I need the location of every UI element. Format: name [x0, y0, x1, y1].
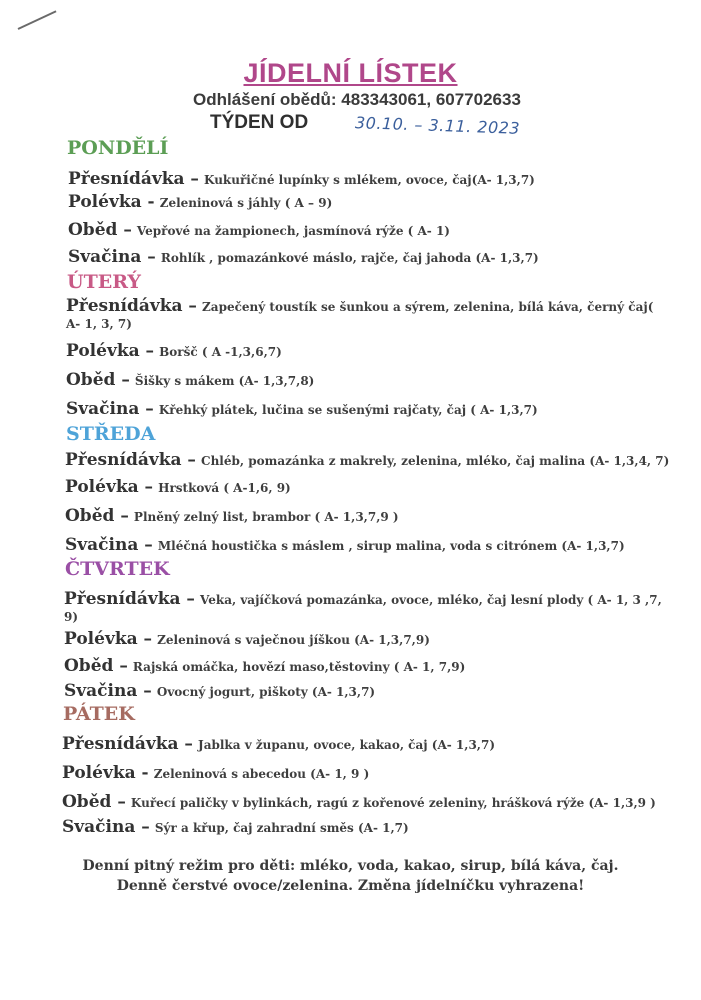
meal-description: Jablka v županu, ovoce, kakao, čaj (A- 1,3,7) [198, 738, 496, 752]
meal-label: Polévka - [68, 192, 155, 212]
day-heading-utery: ÚTERÝ [67, 271, 141, 293]
week-dates-handwritten: 30.10. – 3.11. 2023 [354, 113, 521, 138]
meal-description: Ovocný jogurt, piškoty (A- 1,3,7) [156, 685, 376, 699]
meal-row [64, 681, 375, 701]
meal-row [68, 192, 332, 212]
meal-row [65, 535, 625, 555]
meal-label: Svačina – [62, 817, 150, 837]
meal-label: Svačina – [66, 399, 154, 419]
meal-row [66, 370, 314, 390]
meal-label: Oběd – [62, 792, 126, 812]
meal-description: Boršč ( A -1,3,6,7) [159, 345, 282, 359]
meal-row [62, 763, 369, 783]
meal-label: Svačina – [65, 535, 153, 555]
scan-mark [18, 10, 57, 30]
meal-label: Svačina – [68, 247, 156, 267]
meal-row [66, 399, 538, 419]
meal-row [68, 220, 450, 240]
meal-description: Rohlík , pomazánkové máslo, rajče, čaj jahoda (A- 1,3,7) [160, 251, 539, 265]
meal-description: Kuřecí paličky v bylinkách, ragú z kořenové zeleniny, hrášková rýže (A- 1,3,9 ) [130, 796, 656, 810]
meal-description: Mléčná houstička s máslem , sirup malina, voda s citrónem (A- 1,3,7) [157, 539, 625, 553]
meal-row [64, 591, 664, 625]
meal-row [66, 298, 666, 332]
footer-note: Denně čerstvé ovoce/zelenina. Změna jídelníčku vyhrazena! [116, 878, 585, 894]
week-label: TÝDEN OD [210, 112, 309, 133]
meal-label: Polévka – [65, 477, 154, 497]
cancellation-phones: Odhlášení obědů: 483343061, 607702633 [193, 90, 521, 109]
meal-row [65, 506, 399, 526]
meal-description: Chléb, pomazánka z makrely, zelenina, mléko, čaj malina (A- 1,3,4, 7) [201, 454, 670, 468]
day-heading-patek: PÁTEK [63, 703, 135, 725]
meal-label: Oběd – [66, 370, 130, 390]
meal-description: Křehký plátek, lučina se sušenými rajčaty, čaj ( A- 1,3,7) [158, 403, 538, 417]
meal-row [66, 341, 282, 361]
day-heading-streda: STŘEDA [66, 423, 156, 445]
meal-row [64, 629, 430, 649]
meal-description: Zeleninová s jáhly ( A – 9) [159, 196, 333, 210]
meal-description: Vepřové na žampionech, jasmínová rýže ( A- 1) [136, 224, 450, 238]
meal-label: Polévka – [64, 629, 153, 649]
meal-label: Přesnídávka – [66, 296, 197, 316]
footer-drinking-regime: Denní pitný režim pro děti: mléko, voda, kakao, sirup, bílá káva, čaj. [82, 858, 619, 874]
meal-description: Veka, vajíčková pomazánka, ovoce, mléko, čaj lesní plody ( A- 1, 3 ,7, 9) [64, 593, 662, 624]
meal-label: Oběd – [64, 656, 128, 676]
meal-row [65, 450, 669, 470]
menu-title: JÍDELNÍ LÍSTEK [243, 58, 458, 88]
meal-label: Přesnídávka – [68, 169, 199, 189]
day-heading-ctvrtek: ČTVRTEK [65, 558, 170, 580]
meal-row [64, 656, 465, 676]
meal-description: Rajská omáčka, hovězí maso,těstoviny ( A- 1, 7,9) [132, 660, 466, 674]
meal-label: Přesnídávka – [65, 450, 196, 470]
meal-row [62, 792, 656, 812]
meal-row [62, 734, 495, 754]
meal-description: Plněný zelný list, brambor ( A- 1,3,7,9 ) [133, 510, 399, 524]
meal-row [62, 817, 409, 837]
meal-label: Oběd – [68, 220, 132, 240]
day-heading-pondeli: PONDĚLÍ [67, 137, 169, 159]
meal-description: Zapečený toustík se šunkou a sýrem, zelenina, bílá káva, černý čaj( A- 1, 3, 7) [66, 300, 654, 331]
meal-row [68, 169, 535, 189]
meal-label: Polévka – [66, 341, 155, 361]
meal-label: Přesnídávka – [64, 589, 195, 609]
meal-row [68, 247, 539, 267]
meal-description: Kukuřičné lupínky s mlékem, ovoce, čaj(A- 1,3,7) [204, 173, 535, 187]
meal-row [65, 477, 291, 497]
meal-description: Zeleninová s abecedou (A- 1, 9 ) [153, 767, 370, 781]
meal-label: Přesnídávka – [62, 734, 193, 754]
meal-label: Polévka - [62, 763, 149, 783]
meal-description: Sýr a křup, čaj zahradní směs (A- 1,7) [154, 821, 409, 835]
meal-label: Svačina – [64, 681, 152, 701]
meal-description: Šišky s mákem (A- 1,3,7,8) [134, 374, 315, 388]
meal-label: Oběd – [65, 506, 129, 526]
meal-description: Zeleninová s vaječnou jíškou (A- 1,3,7,9) [157, 633, 430, 647]
meal-description: Hrstková ( A-1,6, 9) [158, 481, 291, 495]
